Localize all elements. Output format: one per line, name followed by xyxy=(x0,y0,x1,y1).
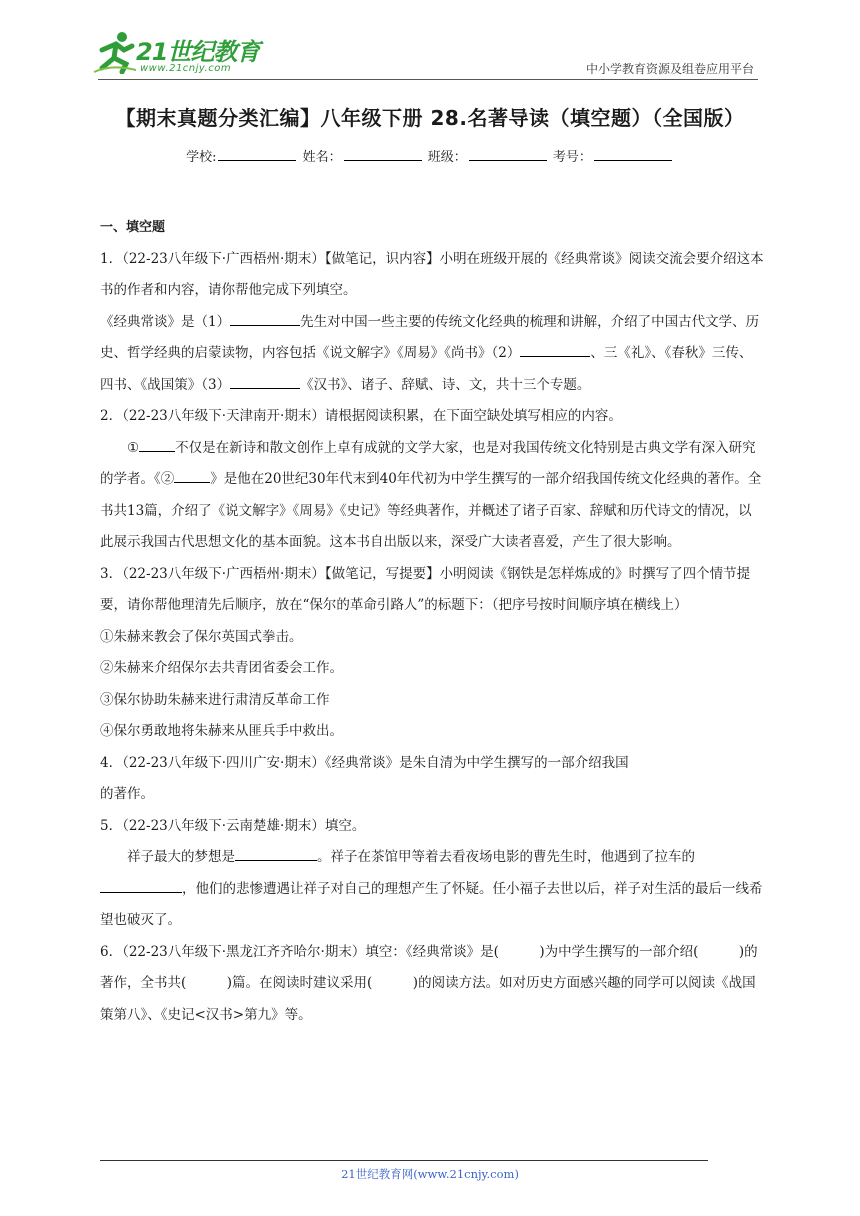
section-heading: 一、填空题 xyxy=(100,220,166,235)
answer-blank xyxy=(230,312,300,326)
exam-number-label: 考号： xyxy=(552,150,592,165)
question-2-stem: 2．（22-23八年级下·天津南开·期末）请根据阅读积累，在下面空缺处填写相应的内容。 xyxy=(100,408,622,424)
answer-blank xyxy=(100,879,182,893)
text-run: 祥子最大的梦想是 xyxy=(127,849,235,865)
question-5-stem: 5．（22-23八年级下·云南楚雄·期末）填空。 xyxy=(100,817,366,834)
question-1-passage xyxy=(100,307,764,402)
text-run: 不仅是在新诗和散文创作上卓有成就的文学大家，也是对我国传统文化特别是古典文学有深入研究的学者。《② xyxy=(100,439,756,487)
question-6-text: 6．（22-23八年级下·黑龙江齐齐哈尔·期末）填空：《经典常谈》是( )为中学生撰写的一部介绍( )的著作，全书共( )篇。在阅读时建议采用( )的阅读方法。如对历史方面感兴趣的同学可以阅读《战国策第八》、《史记<汉书>第九》等。 xyxy=(100,943,758,1023)
footer-text: 21世纪教育网(www.21cnjy.com) xyxy=(341,1167,519,1181)
answer-blank xyxy=(174,469,210,483)
question-3-item: ②朱赫来介绍保尔去共青团省委会工作。 xyxy=(100,660,343,676)
name-blank xyxy=(344,148,422,161)
question-3-item: ③保尔协助朱赫来进行肃清反革命工作 xyxy=(100,691,330,708)
logo-text: 21世纪教育 xyxy=(136,38,260,66)
runner-icon xyxy=(92,30,138,74)
class-label: 班级： xyxy=(427,150,467,165)
question-4-stem: 4．（22-23八年级下·四川广安·期末）《经典常谈》是朱自清为中学生撰写的一部介绍我国 xyxy=(100,754,629,771)
student-info-row xyxy=(0,146,860,165)
text-run: 先生对中国一些主要的传统文化经典的梳理和讲解，介绍了中国古代文学、历史、哲学经典的启蒙读物，内容包括《说文解字》《周易》《尚书》（2） xyxy=(100,313,760,361)
question-3-item: ④保尔勇敢地将朱赫来从匪兵手中救出。 xyxy=(100,723,343,739)
logo-url: www.21cnjy.com xyxy=(140,63,232,74)
text-run: 《经典常谈》是（1） xyxy=(100,313,231,330)
question-list xyxy=(100,212,764,1031)
name-label: 姓名： xyxy=(302,150,342,165)
school-blank xyxy=(218,148,296,161)
answer-blank xyxy=(520,343,590,357)
text-run: ，他们的悲惨遭遇让祥子对自己的理想产生了怀疑。任小福子去世以后，祥子对生活的最后一线希望也破灭了。 xyxy=(100,880,763,928)
question-4 xyxy=(100,748,764,811)
answer-blank xyxy=(139,438,175,452)
site-logo xyxy=(92,30,262,80)
class-blank xyxy=(469,148,547,161)
question-1 xyxy=(100,244,764,402)
answer-blank xyxy=(230,375,300,389)
question-5-passage xyxy=(100,842,764,937)
question-6 xyxy=(100,937,764,1032)
page-title: 【期末真题分类汇编】八年级下册 28.名著导读（填空题）（全国版） xyxy=(115,106,745,130)
text-run: 、三《礼》、《春秋》三传、四书、《战国策》（3） xyxy=(100,345,753,393)
exam-number-blank xyxy=(594,148,672,161)
question-2 xyxy=(100,401,764,559)
question-3 xyxy=(100,559,764,748)
question-1-stem: 1．（22-23八年级下·广西梧州·期末）【做笔记，识内容】小明在班级开展的《经典常谈》阅读交流会要介绍这本书的作者和内容，请你帮他完成下列填空。 xyxy=(100,250,764,298)
question-3-item: ①朱赫来教会了保尔英国式拳击。 xyxy=(100,628,303,645)
question-4-stem-end: 的著作。 xyxy=(100,786,154,802)
platform-name: 中小学教育资源及组卷应用平台 xyxy=(585,62,754,76)
question-3-stem: 3．（22-23八年级下·广西梧州·期末）【做笔记，写提要】小明阅读《钢铁是怎样炼成的》时撰写了四个情节提要，请你帮他理清先后顺序，放在“保尔的革命引路人”的标题下：（把序号按时间顺序填在横线上） xyxy=(100,565,751,613)
school-label: 学校: xyxy=(186,150,217,165)
text-run: 》是他在20世纪30年代末到40年代初为中学生撰写的一部介绍我国传统文化经典的著作。全书共13篇，介绍了《说文解字》《周易》《史记》等经典著作，并概述了诸子百家、辞赋和历代诗文的情况，以此展示我国古代思想文化的基本面貌。这本书自出版以来，深受广大读者喜爱，产生了很大影响。 xyxy=(100,471,762,550)
question-5 xyxy=(100,811,764,937)
question-2-passage xyxy=(100,433,764,559)
footer-divider xyxy=(100,1160,708,1161)
text-run: 《汉书》、诸子、辞赋、诗、文，共十三个专题。 xyxy=(300,376,591,393)
header-divider xyxy=(98,79,758,80)
text-run: ① xyxy=(127,439,140,456)
text-run: 。祥子在茶馆甲等着去看夜场电影的曹先生时，他遇到了拉车的 xyxy=(317,849,695,865)
answer-blank xyxy=(235,847,317,861)
